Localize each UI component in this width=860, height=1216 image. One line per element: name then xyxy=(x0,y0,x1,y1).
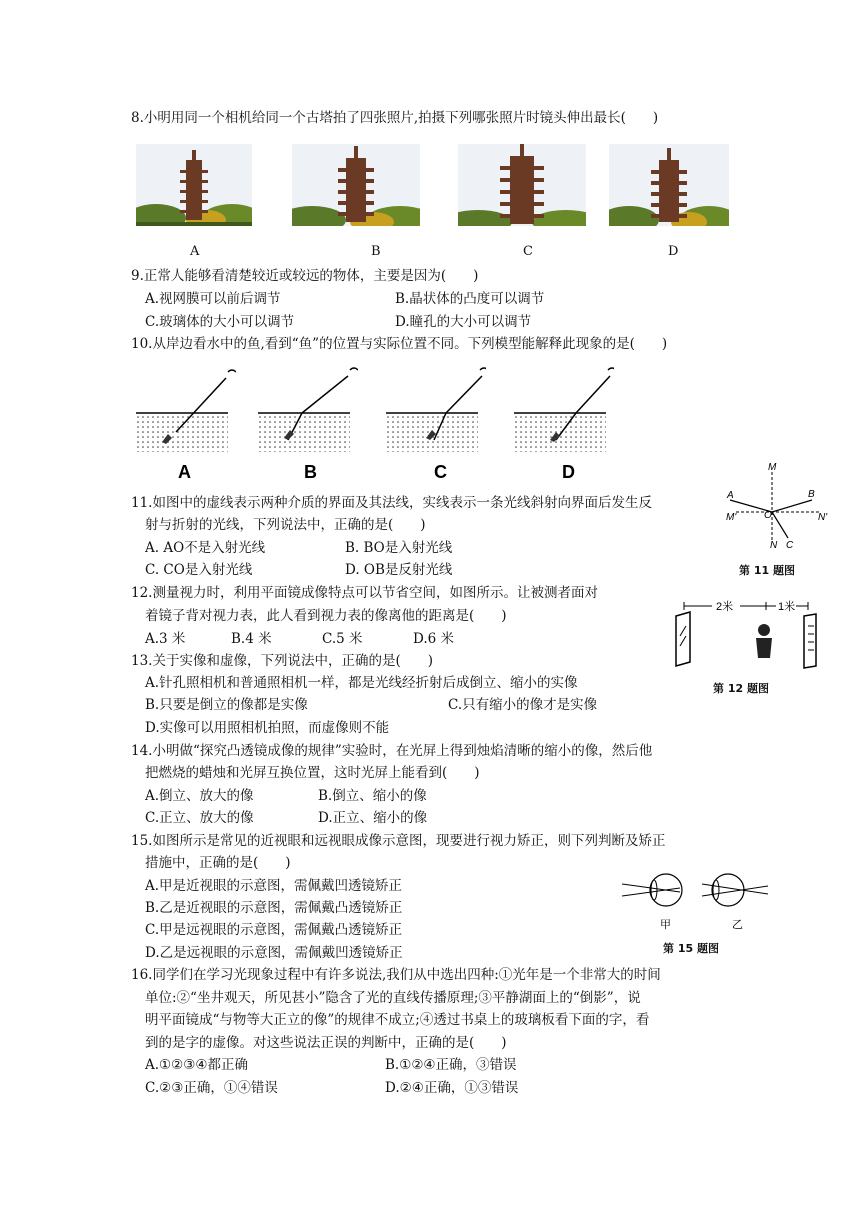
q8-stem: 8.小明用同一个相机给同一个古塔拍了四张照片,拍摄下列哪张照片时镜头伸出最长( ) xyxy=(131,110,659,126)
diagram-label-a: A xyxy=(178,462,191,482)
pagoda-photo-b xyxy=(292,144,420,226)
q12-stem-line2: 着镜子背对视力表，此人看到视力表的像离他的距离是( ) xyxy=(145,608,507,624)
q15-eye-diagram xyxy=(622,864,772,934)
q15-option-d: D.乙是远视眼的示意图，需佩戴凹透镜矫正 xyxy=(145,945,403,961)
q14-stem-line1: 14.小明做“探究凸透镜成像的规律”实验时，在光屏上得到烛焰清晰的缩小的像，然后他 xyxy=(131,743,653,759)
refraction-diagram-b xyxy=(258,360,358,484)
q9-option-a: A.视网膜可以前后调节 xyxy=(145,291,281,307)
q15-option-b: B.乙是近视眼的示意图，需佩戴凸透镜矫正 xyxy=(145,900,403,916)
q9-option-b: B.晶状体的凸度可以调节 xyxy=(395,291,545,307)
q15-caption: 第 15 题图 xyxy=(663,942,719,955)
q14-option-a: A.倒立、放大的像 xyxy=(145,788,254,804)
q12-label-1m: 1米 xyxy=(778,601,796,613)
q13-option-c: C.只有缩小的像才是实像 xyxy=(448,697,598,713)
refraction-diagram-a xyxy=(136,360,236,484)
q11-stem-line1: 11.如图中的虚线表示两种介质的界面及其法线，实线表示一条光线斜射向界面后发生反 xyxy=(131,495,652,511)
q14-option-b: B.倒立、缩小的像 xyxy=(318,788,427,804)
q13-stem: 13.关于实像和虚像，下列说法中，正确的是( ) xyxy=(131,653,434,669)
diagram-label-b: B xyxy=(304,462,317,482)
q12-stem-line1: 12.测量视力时，利用平面镜成像特点可以节省空间，如图所示。让被测者面对 xyxy=(131,585,598,601)
q11-option-a: A. AO不是入射光线 xyxy=(145,540,266,556)
q15-label-yi: 乙 xyxy=(732,919,743,931)
diagram-label-d: D xyxy=(562,462,575,482)
q11-label-c: C xyxy=(786,540,794,551)
q12-option-b: B.4 米 xyxy=(231,631,272,647)
q16-line4: 到的是字的虚像。对这些说法正误的判断中，正确的是( ) xyxy=(145,1035,507,1051)
q11-option-d: D. OB是反射光线 xyxy=(345,562,453,578)
q14-stem-line2: 把燃烧的蜡烛和光屏互换位置，这时光屏上能看到( ) xyxy=(145,765,480,781)
eye-chart-icon xyxy=(804,614,816,668)
q14-option-c: C.正立、放大的像 xyxy=(145,810,254,826)
q16-option-d: D.②④正确，①③错误 xyxy=(385,1080,519,1096)
pagoda-photo-d xyxy=(609,144,729,226)
q11-label-n: N xyxy=(770,540,778,551)
q11-label-m: M xyxy=(768,462,777,473)
q12-option-c: C.5 米 xyxy=(322,631,363,647)
photo-label-a: A xyxy=(190,244,200,259)
q16-line1: 16.同学们在学习光现象过程中有许多说法,我们从中选出四种:①光年是一个非常大的时间 xyxy=(131,967,661,983)
q16-line3: 明平面镜成“与物等大正立的像”的规律不成立;④透过书桌上的玻璃板看下面的字，看 xyxy=(145,1012,650,1028)
q15-label-jia: 甲 xyxy=(660,919,671,931)
q9-option-d: D.瞳孔的大小可以调节 xyxy=(395,314,532,330)
diagram-label-c: C xyxy=(434,462,447,482)
photo-label-c: C xyxy=(523,244,533,259)
q11-label-b: B xyxy=(808,489,815,500)
q14-option-d: D.正立、缩小的像 xyxy=(318,810,428,826)
photo-label-b: B xyxy=(371,244,381,259)
mirror-icon xyxy=(676,612,690,666)
q15-stem-line1: 15.如图所示是常见的近视眼和远视眼成像示意图，现要进行视力矫正，则下列判断及矫正 xyxy=(131,833,666,849)
q16-option-b: B.①②④正确，③错误 xyxy=(385,1057,517,1073)
q16-option-c: C.②③正确，①④错误 xyxy=(145,1080,278,1096)
pagoda-photo-a xyxy=(136,144,252,226)
q12-option-d: D.6 米 xyxy=(413,631,455,647)
q13-option-b: B.只要是倒立的像都是实像 xyxy=(145,697,308,713)
q11-option-b: B. BO是入射光线 xyxy=(345,540,453,556)
q11-label-o: O xyxy=(764,510,772,521)
photo-label-d: D xyxy=(668,244,679,259)
q11-figure xyxy=(726,460,836,552)
q12-caption: 第 12 题图 xyxy=(713,682,769,695)
q11-stem-line2: 射与折射的光线，下列说法中，正确的是( ) xyxy=(145,517,426,533)
q12-figure xyxy=(668,592,828,680)
q11-label-a: A xyxy=(727,490,734,501)
q13-option-d: D.实像可以用照相机拍照，而虚像则不能 xyxy=(145,720,390,736)
q13-option-a: A.针孔照相机和普通照相机一样，都是光线经折射后成倒立、缩小的实像 xyxy=(145,675,578,691)
q11-caption: 第 11 题图 xyxy=(739,564,795,577)
q11-label-m2: M' xyxy=(726,512,737,523)
q15-stem-line2: 措施中，正确的是( ) xyxy=(145,855,291,871)
refraction-diagram-c xyxy=(386,360,486,484)
person-icon xyxy=(758,624,770,636)
q12-label-2m: 2米 xyxy=(716,601,734,613)
q16-line2: 单位:②“坐井观天，所见甚小”隐含了光的直线传播原理;③平静湖面上的“倒影”，说 xyxy=(145,990,641,1006)
q11-option-c: C. CO是入射光线 xyxy=(145,562,253,578)
q15-option-a: A.甲是近视眼的示意图，需佩戴凹透镜矫正 xyxy=(145,878,403,894)
q16-option-a: A.①②③④都正确 xyxy=(145,1057,248,1073)
pagoda-photo-c xyxy=(458,144,586,226)
q12-option-a: A.3 米 xyxy=(145,631,186,647)
q11-label-n2: N' xyxy=(818,512,828,523)
q9-option-c: C.玻璃体的大小可以调节 xyxy=(145,314,295,330)
refraction-diagram-d xyxy=(514,360,614,484)
q15-option-c: C.甲是远视眼的示意图，需佩戴凸透镜矫正 xyxy=(145,922,403,938)
q9-stem: 9.正常人能够看清楚较近或较远的物体，主要是因为( ) xyxy=(131,268,479,284)
q10-stem: 10.从岸边看水中的鱼,看到“鱼”的位置与实际位置不同。下列模型能解释此现象的是( ) xyxy=(131,336,668,352)
